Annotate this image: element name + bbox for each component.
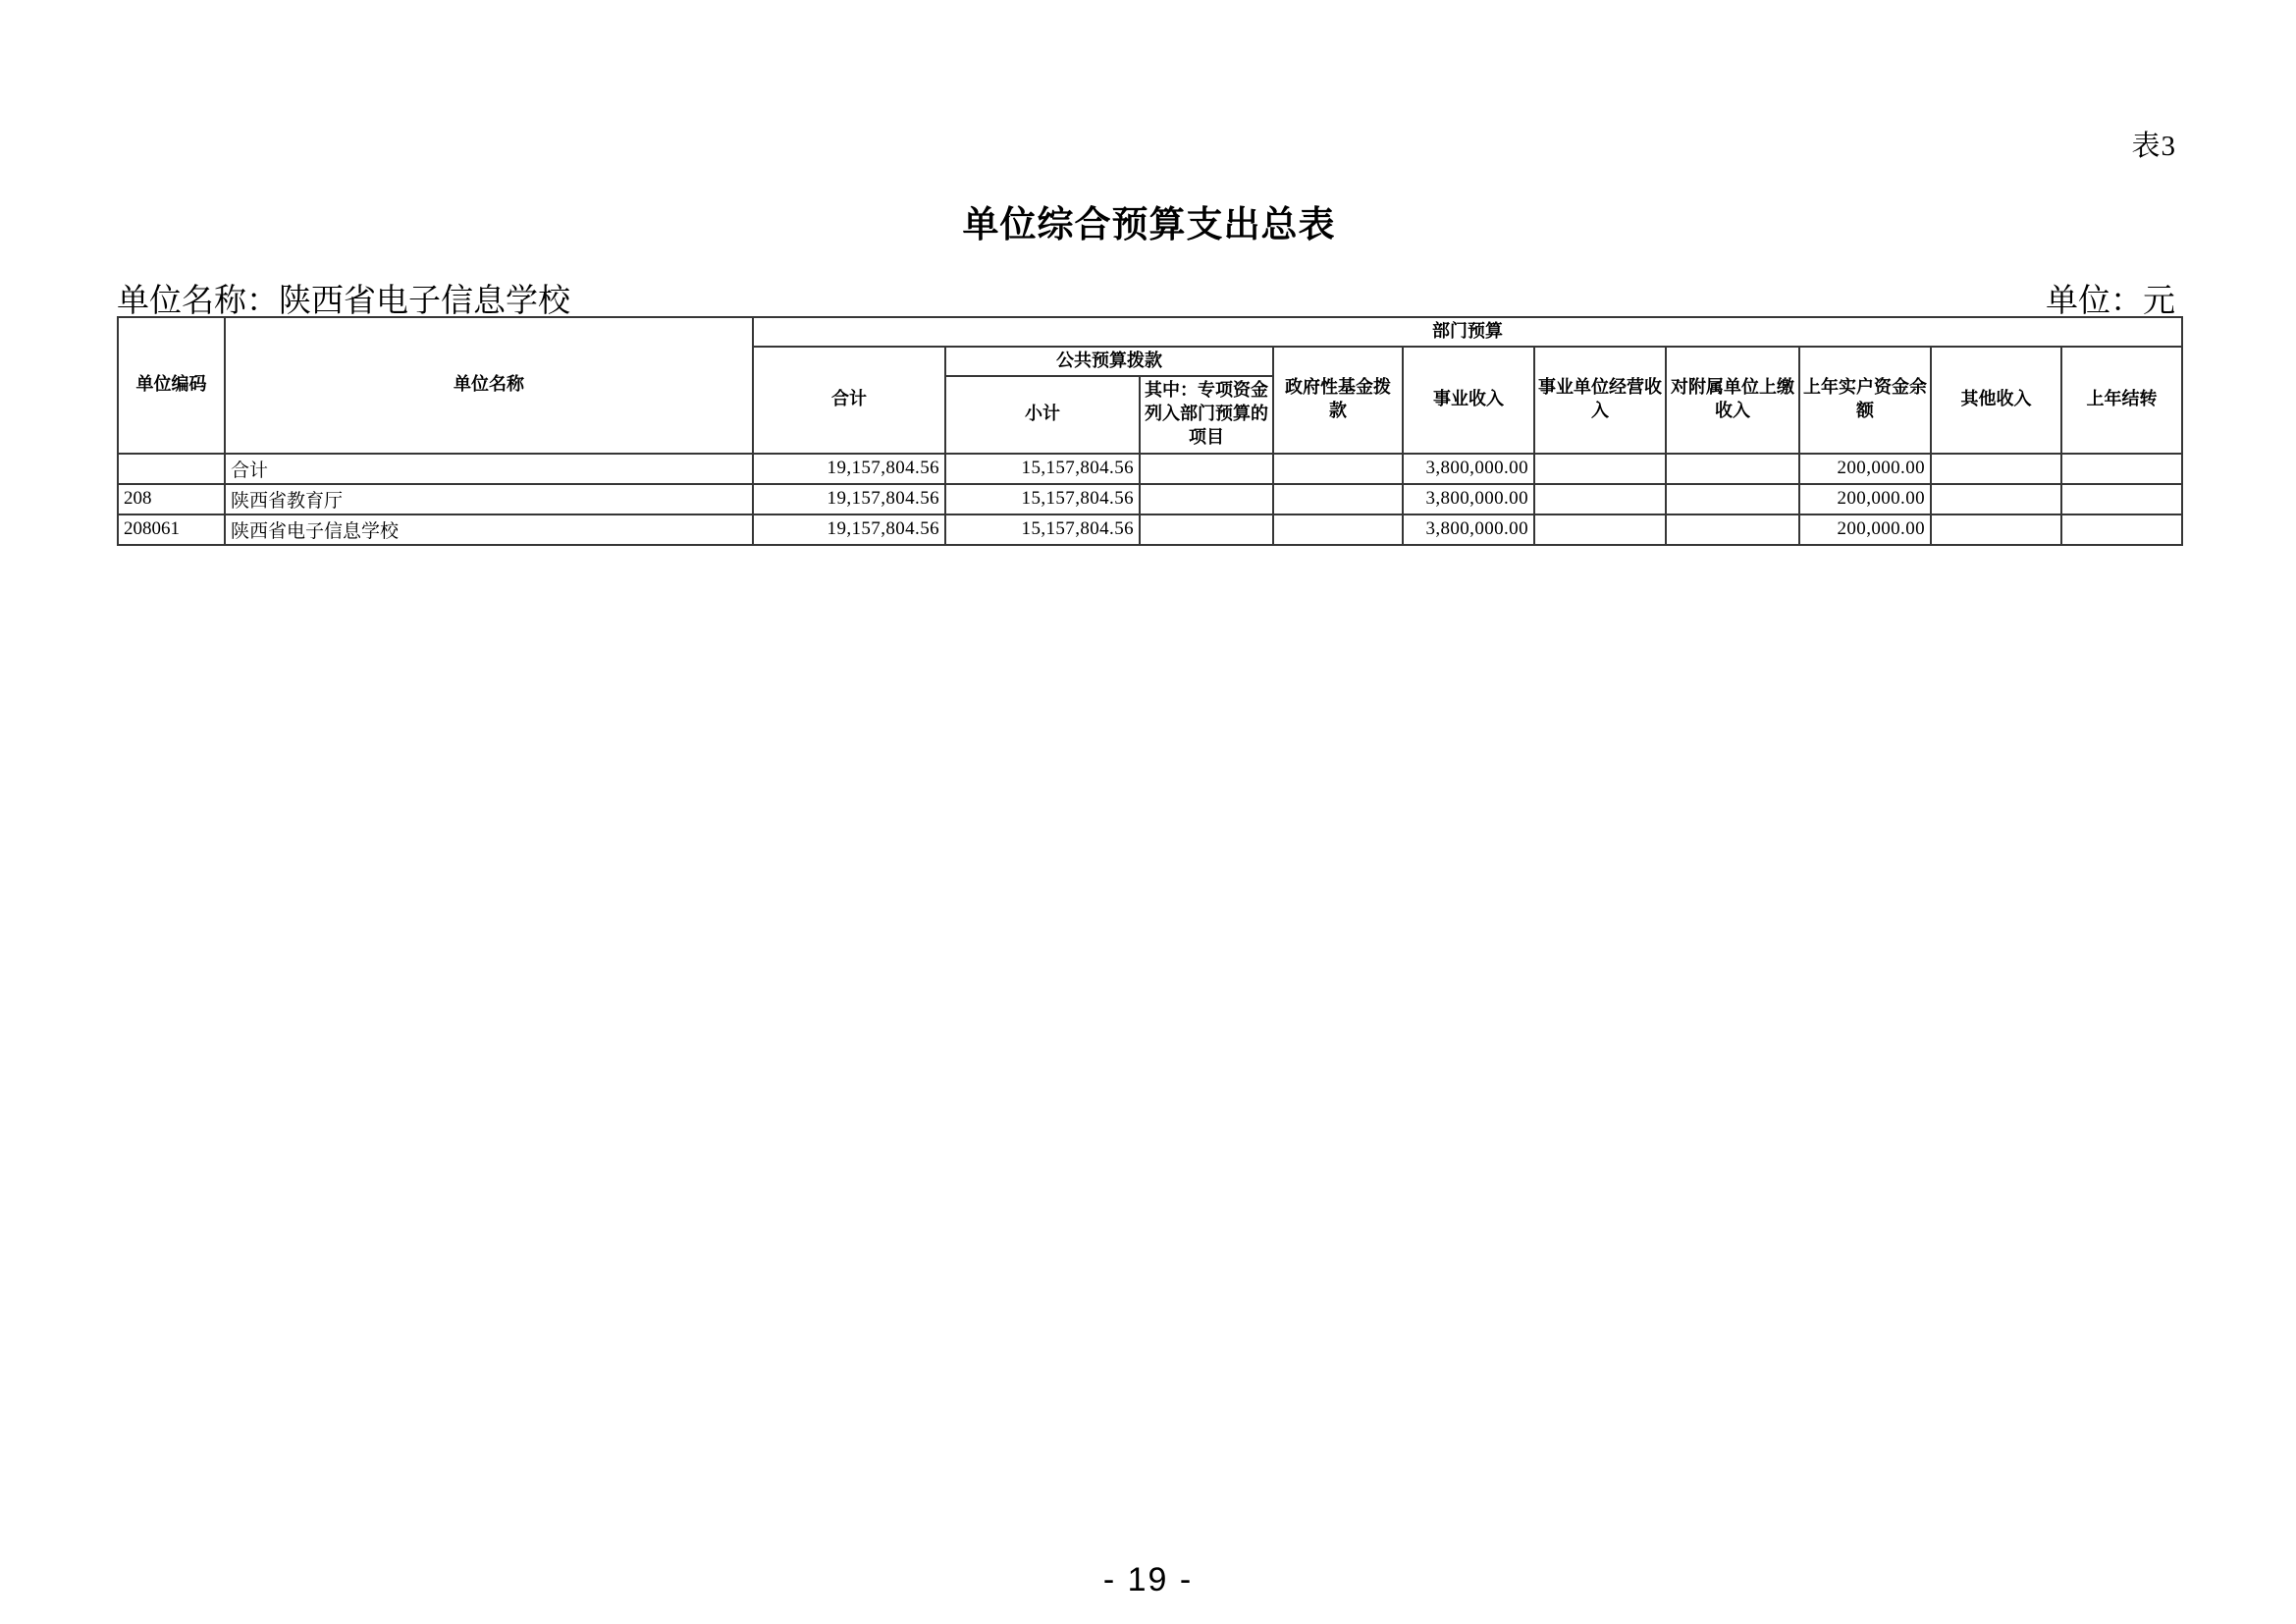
col-header-subtotal: 小计 [945, 376, 1140, 454]
col-header-dept-budget: 部门预算 [753, 317, 2182, 347]
col-header-total: 合计 [753, 347, 945, 454]
cell-business-income: 3,800,000.00 [1403, 514, 1534, 545]
unit-info-row [117, 275, 2175, 321]
cell-other-income [1931, 514, 2061, 545]
col-header-gov-fund: 政府性基金拨款 [1273, 347, 1403, 454]
cell-other-income [1931, 454, 2061, 484]
cell-subtotal: 15,157,804.56 [945, 514, 1140, 545]
col-header-public-budget: 公共预算拨款 [945, 347, 1273, 376]
cell-business-income: 3,800,000.00 [1403, 484, 1534, 514]
cell-operating-income [1534, 514, 1666, 545]
table-row-total [118, 454, 2182, 484]
cell-code: 208 [118, 484, 225, 514]
cell-name: 合计 [225, 454, 753, 484]
cell-name: 陕西省教育厅 [225, 484, 753, 514]
col-header-other-income: 其他收入 [1931, 347, 2061, 454]
col-header-unit-name: 单位名称 [225, 317, 753, 454]
table-row-school [118, 514, 2182, 545]
cell-name: 陕西省电子信息学校 [225, 514, 753, 545]
cell-code: 208061 [118, 514, 225, 545]
cell-operating-income [1534, 484, 1666, 514]
col-header-account-balance: 上年实户资金余额 [1799, 347, 1931, 454]
header-row-top [118, 317, 2182, 347]
cell-special-funds [1140, 514, 1273, 545]
cell-affiliated-income [1666, 514, 1799, 545]
col-header-operating-income: 事业单位经营收入 [1534, 347, 1666, 454]
cell-operating-income [1534, 454, 1666, 484]
cell-gov-fund [1273, 484, 1403, 514]
unit-name-label: 单位名称：陕西省电子信息学校 [117, 284, 570, 319]
page-title: 单位综合预算支出总表 [962, 204, 1336, 244]
unit-of-measure-label: 单位：元 [2046, 284, 2175, 319]
table-row-dept [118, 484, 2182, 514]
cell-account-balance: 200,000.00 [1799, 484, 1931, 514]
cell-total: 19,157,804.56 [753, 454, 945, 484]
budget-summary-table [117, 316, 2183, 546]
cell-affiliated-income [1666, 484, 1799, 514]
cell-special-funds [1140, 454, 1273, 484]
cell-gov-fund [1273, 454, 1403, 484]
col-header-carryover: 上年结转 [2061, 347, 2182, 454]
cell-account-balance: 200,000.00 [1799, 514, 1931, 545]
col-header-unit-code: 单位编码 [118, 317, 225, 454]
cell-affiliated-income [1666, 454, 1799, 484]
col-header-special-funds: 其中：专项资金列入部门预算的项目 [1140, 376, 1273, 454]
cell-gov-fund [1273, 514, 1403, 545]
col-header-affiliated-income: 对附属单位上缴收入 [1666, 347, 1799, 454]
cell-carryover [2061, 514, 2182, 545]
cell-total: 19,157,804.56 [753, 484, 945, 514]
cell-account-balance: 200,000.00 [1799, 454, 1931, 484]
cell-special-funds [1140, 484, 1273, 514]
cell-total: 19,157,804.56 [753, 514, 945, 545]
cell-code [118, 454, 225, 484]
cell-business-income: 3,800,000.00 [1403, 454, 1534, 484]
col-header-business-income: 事业收入 [1403, 347, 1534, 454]
page-number: - 19 - [1102, 1561, 1194, 1598]
cell-subtotal: 15,157,804.56 [945, 454, 1140, 484]
cell-subtotal: 15,157,804.56 [945, 484, 1140, 514]
cell-carryover [2061, 484, 2182, 514]
cell-carryover [2061, 454, 2182, 484]
cell-other-income [1931, 484, 2061, 514]
sheet-label: 表3 [2131, 131, 2176, 162]
